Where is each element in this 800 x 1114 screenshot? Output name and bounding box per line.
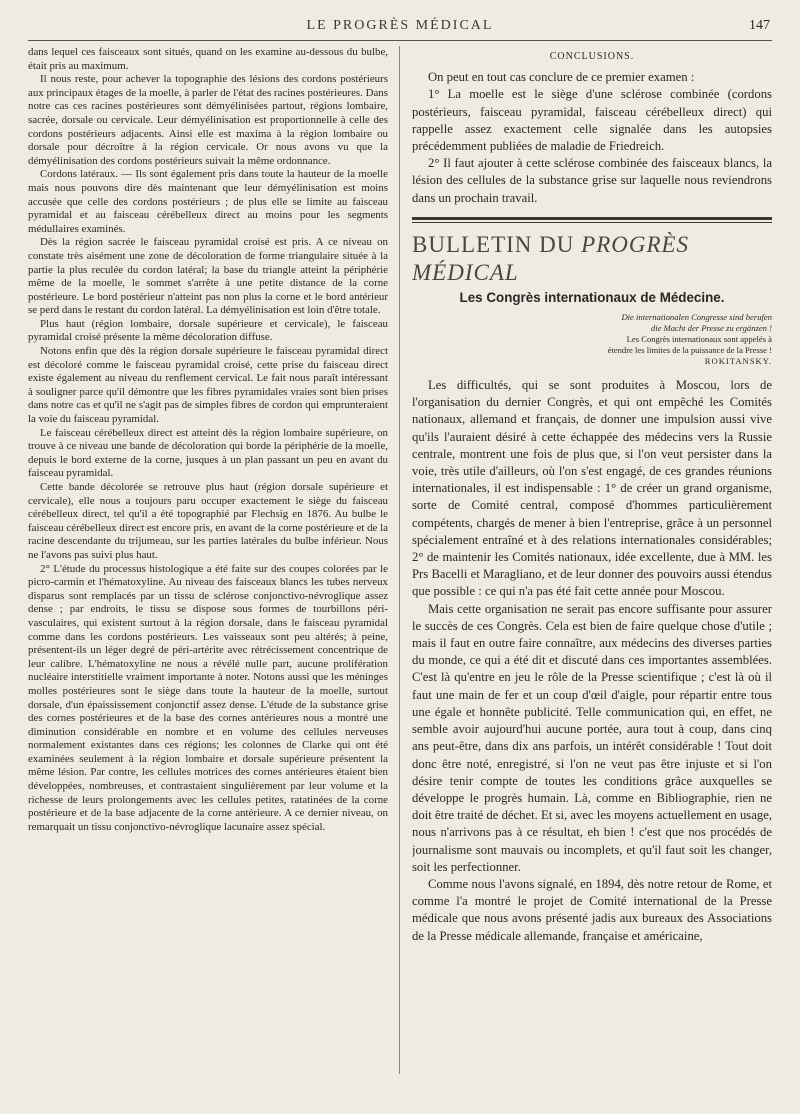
conclusions-heading: CONCLUSIONS. [549, 51, 635, 62]
epigraph-german-line: Die internationalen Congresse sind berufen [621, 312, 772, 323]
paragraph: Comme nous l'avons signalé, en 1894, dès notre retour de Rome, et comme l'a montré le projet de Comité international de la Presse médicale que nous avons présenté jadis aux bureaux des Associations de la Presse médicale allemande, française et américaine, [412, 876, 772, 943]
paragraph: Mais cette organisation ne serait pas encore suffisante pour assurer le succès de ces Congrès. Cela est bien de faire quelque chose d'utile ; mais il faut en outre faire connaître, aux médecins des diverses parties du monde, ce qui a été dit et discuté dans ces importantes assemblées. C'est là qu'entre en jeu le rôle de la Presse scientifique ; c'est là où il faut une main de fer et un coup d'œil d'aigle, pour répartir entre tous une égale et honnête publicité. Telle communication qui, en effet, ne semble avoir aujourd'hui aucune portée, aura tout à coup, dans cinq ans peut-être, dans dix ans parfois, un intérêt considérable ! Tout doit donc être noté, enregistré, si l'on ne veut pas être injuste et si l'on désire tenir compte de toutes les conditions grâce auxquelles se développe le progrès humain. Là, comme en Bibliographie, rien ne doit être traité de déchet. Et si, avec les moyens actuellement en usage, nous n'arrivons pas à ce résultat, eh bien ! c'est que nos procédés de journalisme sont mauvais ou incomplets, et qu'il faut soit les changer, soit les perfectionner. [412, 601, 772, 874]
bulletin-section [412, 217, 772, 367]
header-rule [28, 40, 772, 41]
paragraph: Cordons latéraux. — Ils sont également pris dans toute la hauteur de la moelle mais nous pouvons dire dès maintenant que leur démyélinisation est moins accusée que celle des cordons postérieurs ; de plus elle se limite au faisceau pyramidal et au faisceau cérébelleux direct au moins pour les segments médullaires examinés. [28, 168, 388, 235]
epigraph-german-line: die Macht der Presse zu ergänzen ! [650, 323, 772, 334]
paragraph: dans lequel ces faisceaux sont situés, quand on les examine au-dessous du bulbe, était pris au maximum. [28, 46, 388, 72]
paragraph: Plus haut (région lombaire, dorsale supérieure et cervicale), le faisceau pyramidal croisé présente la même décoloration diffuse. [28, 317, 388, 344]
paragraph: Notons enfin que dès la région dorsale supérieure le faisceau pyramidal direct est décoloré comme le faisceau pyramidal croisé, cette prise du faisceau direct existe également au niveau du renflement cervical. Le fait nous paraît intéressant à souligner parce qu'il démontre que les fibres pyramidales vraies sont bien prises dans notre cas et qu'il ne s'agit pas de simples fibres de cordon qui emprunteraient la voie du faisceau pyramidal. [28, 345, 388, 426]
article-title: Les Congrès internationaux de Médecine. [459, 289, 725, 305]
paragraph: 1° La moelle est le siège d'une sclérose combinée (cordons postérieurs, faisceau pyramidal, faisceau cérébelleux direct) qui rappelle assez exactement celle signalée dans les autopsies précédemment publiées de maladie de Friedreich. [412, 87, 772, 154]
paragraph: Dès la région sacrée le faisceau pyramidal croisé est pris. A ce niveau on constate très aisément une zone de décoloration de forme triangulaire située à la partie la plus reculée du cordon latéral; la base du triangle atteint la périphérie même de la moelle, le sommet s'arrête à une petite distance de la corne postérieure. Le bord postérieur n'atteint pas non plus la corne et le bord antérieur se perd dans le restant du cordon latéral. La démyélinisation est loin d'être totale. [28, 236, 388, 317]
bulletin-rule [412, 222, 772, 223]
bulletin-title-italic: PROGRÈS MÉDICAL [412, 231, 690, 285]
paragraph: Il nous reste, pour achever la topographie des lésions des cordons postérieurs aux principaux étages de la moelle, à parler de l'état des racines postérieures. Dans notre cas ces racines postérieures sont démyélinisées partout, régions lombaire, sacrée, dorsale ou cervicale. Leur démyélinisation est proportionnelle à celle des cordons postérieurs adjacents. Ainsi elle est maxima à la région lombaire ou dorsale pour décroître à la région cervicale. Or nous avons vu que la démyélinisation des cordons postérieurs suivait la même ordonnance. [28, 73, 388, 167]
paragraph: Les difficultés, qui se sont produites à Moscou, lors de l'organisation du dernier Congrès, et qui ont empêché les Comités nationaux, allemand et français, de donner une impulsion aussi vive qu'ils l'auraient désiré à cette échappée des médecins vers la Russie centrale, montrent une fois de plus que, si l'on veut persister dans la voie, très utile d'ailleurs, où l'on s'est engagé, de ces grandes réunions internationales, il est indispensable : 1° de créer un grand organisme, sorte de Comité central, composé d'hommes particulièrement compétents, chargés de mener à bien l'entreprise, grâce à un personnel spécialement entraîné et à des relations internationales considérables; 2° de maintenir les Comités nationaux, idée excellente, due à MM. les Prs Bacelli et Maragliano, et de leur donner des pouvoirs aussi étendus que possible : ce qui n'a pas été fait cette année pour Moscou. [412, 378, 772, 599]
paragraph: Cette bande décolorée se retrouve plus haut (région dorsale supérieure et cervicale), elle nous a toujours paru occuper exactement le siège du faisceau cérébelleux direct, tel qu'il a été topographié par Flechsig en 1876. Au bulbe le faisceau cérébelleux direct est encore pris, en avant de la corne postérieure et de la racine descendante du trijumeau, sur les parties latérales du bulbe inférieur. Nous ne l'avons pas suivi plus haut. [28, 481, 388, 561]
page-header [0, 14, 800, 38]
bulletin-title-plain: BULLETIN DU [412, 231, 575, 257]
paragraph: 2° L'étude du processus histologique a été faite sur des coupes colorées par le picro-carmin et l'hématoxyline. Au niveau des faisceaux blancs les tubes nerveux disparus sont remplacés par un tissu de sclérose conjonctivo-névroglique assez dense ; par endroits, le tissu se dispose sous formes de tourbillons péri-vasculaires, qui existent surtout à la région dorsale, dans le faisceau pyramidal comme dans les cordons postérieurs. Les vaisseaux sont peu altérés; à peine, présentent-ils un léger degré de péri-artérite avec rétrécissement concentrique de leur calibre. L'hématoxyline ne nous a révélé nulle part, aucune prolifération nucléaire interstitielle vraiment importante à noter. Notons aussi que les méninges molles postérieures sont le siège dans toute la hauteur de la moelle, surtout dorsale, d'un épaississement conjonctif assez dense. L'étude de la substance grise des cornes postérieures et de la base des cornes antérieures nous a montré une diminution considérable en nombre et en volume des cellules nerveuses normalement existantes dans ces régions; les colonnes de Clarke qui ont été examinées seulement à la région lombaire et dorsale supérieure présentent la même lésion. Par contre, les cellules motrices des cornes antérieures étaient bien développées, nombreuses, et contrastaient singulièrement par leur volume et la richesse de leurs prolongements avec les cellules petites, ratatinées de la corne postérieure et de la base adjacente de la corne antérieure. A ce dernier niveau, on remarquait un tissu conjonctivo-névroglique lacunaire assez spécial. [28, 562, 388, 833]
right-column [412, 46, 772, 1074]
paragraph: On peut en tout cas conclure de ce premier examen : [428, 70, 695, 85]
column-divider [399, 46, 400, 1074]
paragraph: Le faisceau cérébelleux direct est atteint dès la région lombaire supérieure, on trouve à ce niveau une bande de décoloration qui borde la périphérie de la moelle, depuis le bord externe de la corne, jusques à un plan passant un peu en avant du faisceau pyramidal. [28, 426, 388, 480]
paragraph: 2° Il faut ajouter à cette sclérose combinée des faisceaux blancs, la lésion des cellules de la substance grise sur laquelle nous reviendrons dans un prochain travail. [412, 156, 772, 205]
epigraph-author: ROKITANSKY. [704, 356, 772, 367]
bulletin-rule [412, 217, 772, 220]
epigraph [412, 312, 772, 367]
left-column [28, 46, 388, 1074]
epigraph-french-line: étendre les limites de la puissance de la Presse ! [607, 345, 772, 356]
page-number: 147 [749, 18, 770, 33]
running-title: LE PROGRÈS MÉDICAL [306, 18, 494, 33]
bulletin-title [412, 231, 772, 287]
epigraph-french-line: Les Congrès internationaux sont appelés à [626, 334, 772, 345]
